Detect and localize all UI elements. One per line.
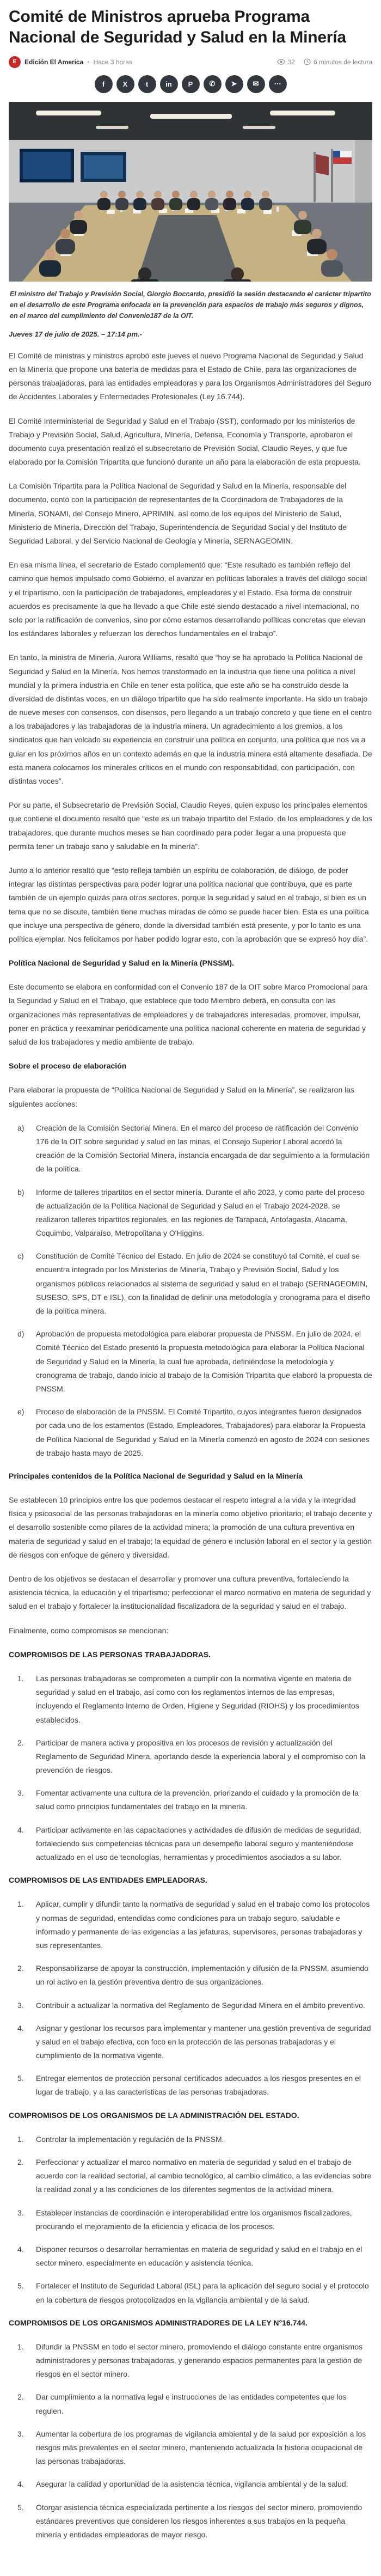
article-body: [9, 349, 372, 2542]
article-photo[interactable]: [9, 102, 372, 282]
list-item: [9, 1786, 372, 1814]
list-item-marker: d): [17, 1329, 24, 1339]
list-item-text: Participar de manera activa y propositiva en los procesos de revisión y actualización del Reglamento de Seguridad Minera, aportando desde la experiencia laboral y el compromiso con la prevención de riesgos.: [36, 1738, 366, 1775]
clock-icon: [304, 58, 311, 65]
paragraph: Se establecen 10 principios entre los que podemos destacar el respeto integral a la vida y la integridad física y psicosocial de las personas trabajadoras en la minería como objetivo prioritario; el trabajo decente y el desarrollo sostenible como pilares de la actividad minera; la promoción de una cultura preventiva en materia de seguridad y salud en el trabajo; la equidad de género e inclusión laboral en el sector y la gestión de riesgos con enfoque de género y diversidad.: [9, 1495, 372, 1559]
list-item: [9, 2156, 372, 2197]
list-item-marker: 2.: [17, 1738, 24, 1747]
list-item-text: Establecer instancias de coordinación e interoperabilidad entre los organismos fiscalizadores, procurando el mejoramiento de la eficiencia y eficacia de los procesos.: [36, 2208, 352, 2231]
email-share-button[interactable]: ✉: [247, 75, 265, 93]
list-item-marker: 4.: [17, 2480, 24, 2489]
list-item: [9, 2501, 372, 2542]
list-item: [9, 1672, 372, 1727]
share-bar: [9, 75, 372, 93]
paragraph: Dentro de los objetivos se destacan el desarrollar y promover una cultura preventiva, fortaleciendo la asistencia técnica, la educación y el tripartismo; perfeccionar el marco normativo en materia de seguridad y salud en el trabajo y fortalecer la institucionalidad fiscalizadora de la seguridad y salud en el trabajo.: [9, 1574, 371, 1611]
list-item-text: Disponer recursos o desarrollar herramientas en materia de seguridad y salud en el trabajo en el sector minero, especialmente en educación y asistencia técnica.: [36, 2244, 362, 2268]
list-item: [9, 1999, 372, 2012]
list-item: [9, 1962, 372, 1989]
list-item-marker: a): [17, 1123, 24, 1132]
list-item: [9, 1736, 372, 1778]
paragraph: El Comité Interministerial de Seguridad y Salud en el Trabajo (SST), conformado por los ministerios de Trabajo y Previsión Social, Salud, Agricultura, Minería, Defensa, Economía y Transporte, aprobaron el documento cuya presentación realizó el subsecretario de Previsión Social, Claudio Reyes, y que fue elaborado por la Comisión Tripartita que funcionó durante un año para la elaboración de esta propuesta.: [9, 416, 361, 467]
pinterest-share-button[interactable]: P: [182, 75, 200, 93]
list-item-text: Aplicar, cumplir y difundir tanto la normativa de seguridad y salud en el trabajo como los protocolos y normas de seguridad, entendidas como condiciones para un trabajo seguro, saludable e informado y permanente de las exigencias a las jefaturas, supervisores, personas trabajadoras y sus representantes.: [36, 1900, 370, 1950]
list-item-marker: 5.: [17, 2281, 24, 2291]
list-item-text: Fortalecer el Instituto de Seguridad Laboral (ISL) para la aplicación del seguro social y el protocolo en la cobertura de riesgos protocolizados en la vigilancia ambiental y de la salud.: [36, 2281, 369, 2304]
article-figure: [9, 102, 372, 321]
paragraph: Este documento se elabora en conformidad con el Convenio 187 de la OIT sobre Marco Promocional para la Seguridad y Salud en el Trabajo, que establece que todo Miembro deberá, en consulta con las organizaciones más representativas de empleadores y de trabajadores interesadas, promover, impulsar, poner en práctica y reexaminar periódicamente una política nacional coherente en materia de seguridad y salud de los trabajadores y medio ambiente de trabajo.: [9, 982, 367, 1047]
page-title: Comité de Ministros aprueba Programa Nacional de Seguridad y Salud en la Minería: [9, 8, 346, 47]
list-item-text: Difundir la PNSSM en todo el sector minero, promoviendo el diálogo constante entre organismos administradores y personas trabajadoras, y generando espacios permanentes para la gestión de riesgos en el sector minero.: [36, 2342, 362, 2379]
photo-caption: El ministro del Trabajo y Previsión Social, Giorgio Boccardo, presidió la sesión destacando el carácter tripartito en el desarrollo de este Programa enfocada en la prevención para espacios de trabajo más seguros y dignos, en el marco del cumplimiento del Convenio187 de la OIT.: [10, 290, 371, 320]
list-item-marker: 5.: [17, 2074, 24, 2083]
list-item: [9, 1186, 372, 1241]
list-item-marker: b): [17, 1187, 24, 1197]
list-item: [9, 2279, 372, 2306]
list-item: [9, 1121, 372, 1176]
list-item: [9, 1823, 372, 1865]
list-item: [9, 1897, 372, 1952]
list-item: [9, 2340, 372, 2382]
list-item-marker: 3.: [17, 2208, 24, 2217]
list-item-marker: 3.: [17, 2000, 24, 2010]
list-item-marker: 3.: [17, 2429, 24, 2438]
list-item-text: Otorgar asistencia técnica especializada pertinente a los riesgos del sector minero, promoviendo estándares preventivos que consideren los riesgos inherentes a sus trabajos en la pequeña minería y entidades empleadoras de mayor riesgo.: [36, 2502, 362, 2539]
list-item-marker: 3.: [17, 1788, 24, 1798]
list-item-marker: 1.: [17, 2342, 24, 2351]
list-item-text: Responsabilizarse de apoyar la construcción, implementación y difusión de la PNSSM, asumiendo un rol activo en la gestión preventiva dentro de sus organizaciones.: [36, 1964, 368, 1987]
list-item: [9, 2072, 372, 2099]
paragraph: Junto a lo anterior resaltó que “esto refleja también un espíritu de colaboración, de diálogo, de poder integrar las distintas perspectivas para poder lograr una política nacional que contribuya, que es parte también de un ejemplo quizás para otros sectores, porque la seguridad y salud en el trabajo, si bien es un tema que no se discute, también tiene muchas miradas de cómo se puede hacer bien. Esta es una política que incluye una perspectiva de género, donde la diversidad también está presente, y por lo tanto es una política ejemplar. Nos felicitamos por haber podido lograr esto, con la aprobación que se expresó hoy día”.: [9, 865, 369, 943]
list-item-text: Participar activamente en las capacitaciones y actividades de difusión de medidas de seguridad, fortaleciendo sus competencias técnicas para un desempeño laboral seguro y manteniéndose actualizado en el uso de tecnologías, herramientas y procedimientos asociados a su labor.: [36, 1825, 361, 1862]
list-item-marker: e): [17, 1407, 24, 1417]
list-item-text: Aumentar la cobertura de los programas de vigilancia ambiental y de la salud por exposición a los riesgos más prevalentes en el sector minero, manteniendo actualizada la historia ocupacional de las personas trabajadoras.: [36, 2429, 366, 2466]
list-item-text: Asegurar la calidad y oportunidad de la asistencia técnica, vigilancia ambiental y de la salud.: [36, 2480, 348, 2489]
telegram-share-button[interactable]: ➤: [225, 75, 243, 93]
section-heading: Política Nacional de Seguridad y Salud en la Minería (PNSSM).: [9, 959, 234, 968]
list-item-marker: 4.: [17, 2023, 24, 2032]
section-heading: Sobre el proceso de elaboración: [9, 1061, 127, 1071]
list-item-marker: 2.: [17, 1964, 24, 1973]
paragraph: El Comité de ministras y ministros aprobó este jueves el nuevo Programa Nacional de Seguridad y Salud en la Minería que propone una batería de medidas para el Estado de Chile, para las organizaciones de personas trabajadoras, para las entidades empleadoras y para los Organismos Administradores del Seguro de Accidentes Laborales y Enfermedades Profesionales (Ley 16.744).: [9, 351, 372, 401]
list-item: [9, 1249, 372, 1318]
list-item: [9, 2427, 372, 2469]
views-stat: [277, 58, 295, 66]
list-item: [9, 2243, 372, 2270]
list-item: [9, 2206, 372, 2233]
list-item-text: Contribuir a actualizar la normativa del Reglamento de Seguridad Minera en el ámbito preventivo.: [36, 2000, 365, 2010]
time-ago: Hace 3 horas: [93, 58, 132, 66]
paragraph: Por su parte, el Subsecretario de Previsión Social, Claudio Reyes, quien expuso los principales elementos que contiene el documento resaltó que “este es un trabajo tripartito del Estado, de los empleadores y de los trabajadores, que durante muchos meses se han coordinado para poder llegar a una propuesta que permita tener un trabajo sano y saludable en la minería”.: [9, 801, 372, 851]
list-item-marker: 2.: [17, 2392, 24, 2402]
author-link[interactable]: Edición El America: [24, 58, 84, 66]
facebook-share-button[interactable]: f: [95, 75, 113, 93]
list-item-text: Aprobación de propuesta metodológica para elaborar propuesta de PNSSM. En julio de 2024, el Comité Técnico del Estado presentó la propuesta metodológica para elaborar la Política Nacional de Seguridad y Salud en la Minería, la cual fue aprobada, definiéndose la metodología y cronograma de trabajo, dando inicio al trabajo de la Comisión Tripartita que elaboró la propuesta de PNSSM.: [36, 1329, 372, 1393]
views-count: 32: [287, 58, 295, 66]
list-item: [9, 2022, 372, 2063]
list-item-text: Constitución de Comité Técnico del Estado. En julio de 2024 se constituyó tal Comité, el cual se encuentra integrado por los Ministerios de Minería, Trabajo y Previsión Social, Salud y los organismos públicos relacionados al sistema de seguridad y salud en el trabajo (SERNAGEOMIN, SUSESO, SPS, DT e ISL), con la finalidad de definir una metodología y cronograma para el diseño de la política minera.: [36, 1252, 370, 1316]
views-icon: [277, 59, 285, 65]
byline-stats: [277, 58, 372, 66]
author-avatar[interactable]: E: [9, 56, 21, 68]
linkedin-share-button[interactable]: in: [160, 75, 178, 93]
list-item-text: Proceso de elaboración de la PNSSM. El Comité Tripartito, cuyos integrantes fueron designados por cada uno de los estamentos (Estado, Empleadores, Trabajadores) para elaborar la Propuesta de Política Nacional de Seguridad y Salud en la Minería comenzó en agosto de 2024 con sesiones de trabajo hasta mayo de 2025.: [36, 1407, 370, 1457]
tumblr-share-button[interactable]: t: [138, 75, 156, 93]
list-item-text: Asignar y gestionar los recursos para implementar y mantener una gestión preventiva de seguridad y salud en el trabajo efectiva, con foco en la protección de las personas trabajadoras y el cumplimiento de la normativa vigente.: [36, 2023, 371, 2060]
section-heading: COMPROMISOS DE LAS ENTIDADES EMPLEADORAS.: [9, 1876, 207, 1885]
share-more-share-button[interactable]: ⋯: [269, 75, 287, 93]
list-item-marker: 4.: [17, 1825, 24, 1834]
paragraph: En esa misma línea, el secretario de Estado complementó que: “Este resultado es también reflejo del camino que hemos impulsado como Gobierno, el avanzar en políticas laborales a través del diálogo social y el tripartismo, con la participación de trabajadores, empleadores y el Estado. Esa forma de construir acuerdos es precisamente la que ha llevado a que Chile esté siendo destacado a nivel internacional, no solo por la ratificación de convenios, sino por cómo estamos desarrollando políticas concretas que elevan los estándares laborales y refuerzan los derechos fundamentales en el trabajo”.: [9, 560, 367, 638]
list-item: [9, 1405, 372, 1460]
list-item-text: Informe de talleres tripartitos en el sector minería. Durante el año 2023, y como parte del proceso de actualización de la Política Nacional de Seguridad y Salud en el Trabajo 2024-2028, se realizaron talleres tripartitos regionales, en las regiones de Tarapacá, Antofagasta, Atacama, Coquimbo, Valparaíso, Metropolitana y O'Higgins.: [36, 1187, 365, 1238]
list-item-text: Dar cumplimiento a la normativa legal e instrucciones de las entidades competentes que los regulen.: [36, 2392, 347, 2415]
paragraph: Finalmente, como compromisos se mencionan:: [9, 1626, 169, 1635]
list-item-text: Creación de la Comisión Sectorial Minera. En el marco del proceso de ratificación del Convenio 176 de la OIT sobre seguridad y salud en las minas, el Consejo Superior Laboral acordó la creación de la Comisión Sectorial Minera, instancia encargada de dar seguimiento a la formulación de la política.: [36, 1123, 370, 1174]
dateline: Jueves 17 de julio de 2025. – 17:14 pm.-: [9, 329, 142, 338]
section-heading: COMPROMISOS DE LOS ORGANISMOS DE LA ADMINISTRACIÓN DEL ESTADO.: [9, 2110, 299, 2120]
section-heading: COMPROMISOS DE LOS ORGANISMOS ADMINISTRADORES DE LA LEY N°16.744.: [9, 2318, 308, 2327]
list-item-marker: c): [17, 1252, 24, 1261]
byline-separator: •: [87, 58, 90, 66]
read-time-label: 6 minutos de lectura: [313, 58, 372, 66]
list-item: [9, 2477, 372, 2491]
list-item-marker: 1.: [17, 1674, 24, 1683]
list-item-marker: 4.: [17, 2244, 24, 2254]
list-item-marker: 5.: [17, 2502, 24, 2512]
paragraph: La Comisión Tripartita para la Política Nacional de Seguridad y Salud en la Minería, responsable del documento, contó con la participación de representantes de la Coordinadora de Trabajadores de la Minería, SONAMI, del Consejo Minero, APRIMIN, así como de los equipos del Ministerio de Salud, Ministerio de Minería, Dirección del Trabajo, Superintendencia de Seguridad Social y del Instituto de Seguridad Laboral, y del Servicio Nacional de Geología y Minería, SERNAGEOMIN.: [9, 481, 347, 546]
list-item-text: Perfeccionar y actualizar el marco normativo en materia de seguridad y salud en el trabajo de acuerdo con la realidad sectorial, al cambio tecnológico, al cambio climático, a las evidencias sobre la realidad zonal y a las condiciones de los diferentes segmentos de la actividad minera.: [36, 2158, 372, 2194]
byline: [9, 56, 372, 68]
list-item-text: Entregar elementos de protección personal certificados adecuados a los riesgos presentes en el lugar de trabajo, y a las características de las personas trabajadoras.: [36, 2074, 361, 2097]
list-item: [9, 2133, 372, 2146]
whatsapp-share-button[interactable]: ✆: [204, 75, 222, 93]
list-item-marker: 1.: [17, 1900, 24, 1909]
list-item: [9, 1327, 372, 1396]
x-twitter-share-button[interactable]: X: [116, 75, 134, 93]
list-item-text: Las personas trabajadoras se comprometen a cumplir con la normativa vigente en materia de seguridad y salud en el trabajo, así como con los reglamentos internos de las empresas, incluyendo el Reglamento Interno de Orden, Higiene y Seguridad (RIOHS) y los procedimientos establecidos.: [36, 1674, 359, 1724]
paragraph: En tanto, la ministra de Minería, Aurora Williams, resaltó que “hoy se ha aprobado la Política Nacional de Seguridad y Salud en la Minería. Nos hemos transformado en la industria que tiene una política a nivel mundial y la primera industria en Chile en tener esta política, que este año se ha construido desde la diversidad de distintas voces, en un diálogo tripartito que ha sido realmente importante. Ha sido un trabajo de nueve meses con consensos, con disensos, pero llegando a un trabajo concreto y que tiene en el centro a los trabajadores y las trabajadoras de la industria minera. Un agradecimiento a los gremios, a los sindicatos que han volcado su experiencia en construir una política en conjunto, una política que nos va a guiar en los próximos años en un contexto además en que la industria minera está altamente desafiada. De esta manera colocamos los minerales críticos en el mundo con responsabilidad, con participación, con distintas voces”.: [9, 653, 372, 786]
paragraph: Para elaborar la propuesta de “Política Nacional de Seguridad y Salud en la Minería”, se realizaron las siguientes acciones:: [9, 1085, 355, 1108]
section-heading: COMPROMISOS DE LAS PERSONAS TRABAJADORAS.: [9, 1650, 211, 1659]
list-item-marker: 2.: [17, 2158, 24, 2167]
list-item: [9, 2390, 372, 2418]
list-item-text: Fomentar activamente una cultura de la prevención, priorizando el cuidado y la promoción de la salud como principios fundamentales del trabajo en la minería.: [36, 1788, 359, 1811]
section-heading: Principales contenidos de la Política Nacional de Seguridad y Salud en la Minería: [9, 1471, 303, 1480]
list-item-text: Controlar la implementación y regulación de la PNSSM.: [36, 2134, 224, 2144]
list-item-marker: 1.: [17, 2134, 24, 2144]
read-time-stat: [304, 58, 372, 66]
